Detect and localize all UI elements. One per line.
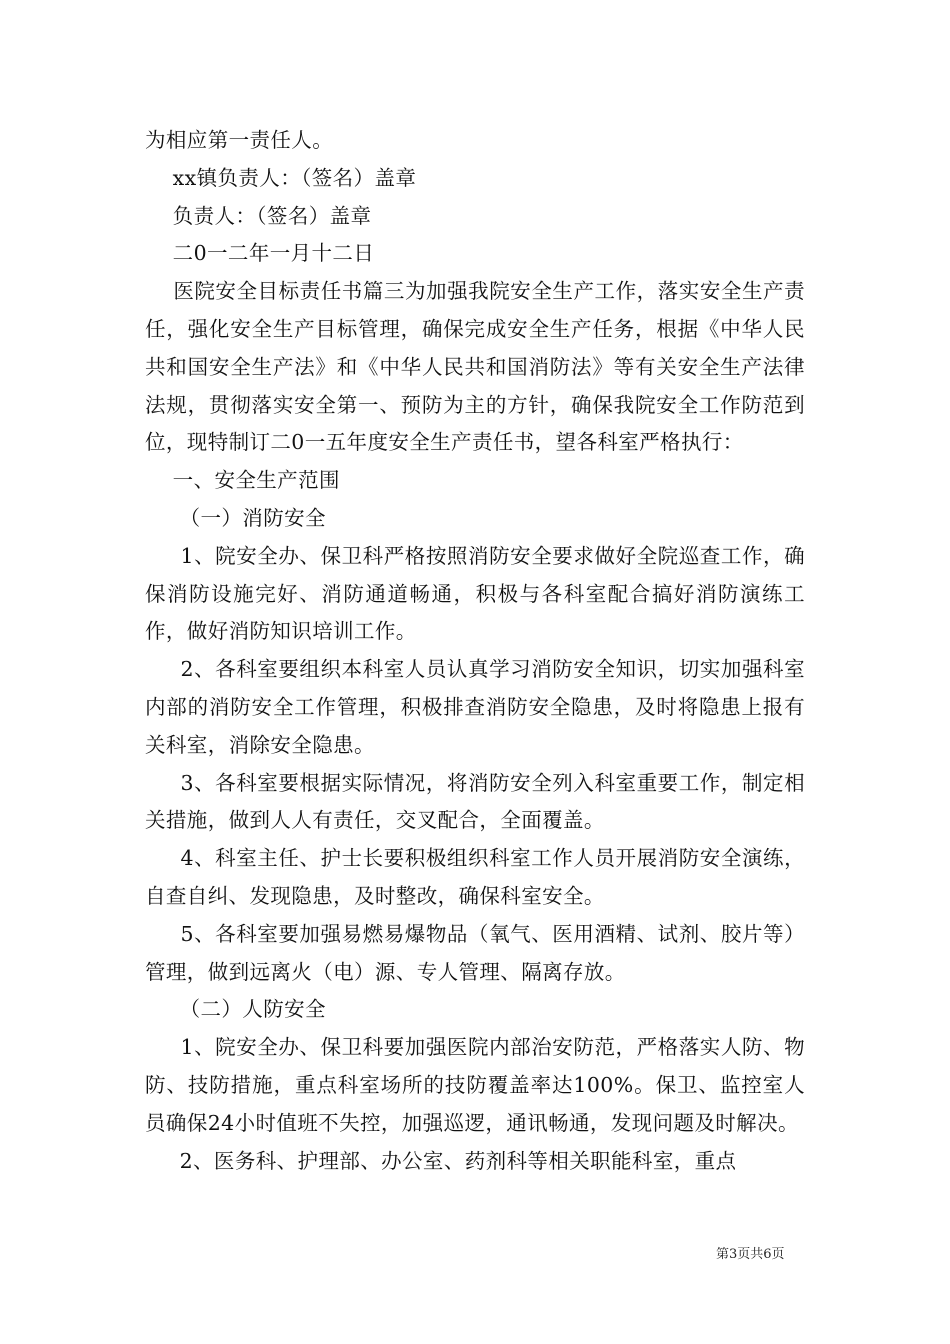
paragraph-7: （一）消防安全	[145, 505, 326, 530]
paragraph-10: 3、各科室要根据实际情况，将消防安全列入科室重要工作，制定相关措施，做到人人有责任，交叉配合，全面覆盖。	[145, 770, 805, 833]
paragraph-1: 为相应第一责任人。	[145, 128, 334, 152]
paragraph-12: 5、各科室要加强易燃易爆物品（氧气、医用酒精、试剂、胶片等）管理，做到远离火（电）源、专人管理、隔离存放。	[145, 921, 805, 984]
paragraph-8: 1、院安全办、保卫科严格按照消防安全要求做好全院巡查工作，确保消防设施完好、消防通道畅通，积极与各科室配合搞好消防演练工作，做好消防知识培训工作。	[145, 543, 805, 644]
paragraph-14: 1、院安全办、保卫科要加强医院内部治安防范，严格落实人防、物防、技防措施，重点科室场所的技防覆盖率达100%。保卫、监控室人员确保24小时值班不失控，加强巡逻，通讯畅通，发现问题及时解决。	[145, 1035, 805, 1135]
paragraph-2: xx镇负责人：（签名）盖章	[145, 165, 417, 190]
paragraph-3: 负责人：（签名）盖章	[145, 203, 372, 228]
paragraph-5: 医院安全目标责任书篇三为加强我院安全生产工作，落实安全生产责任，强化安全生产目标管理，确保完成安全生产任务，根据《中华人民共和国安全生产法》和《中华人民共和国消防法》等有关安全生产法律法规，贯彻落实安全第一、预防为主的方针，确保我院安全工作防范到位，现特制订二0一五年度安全生产责任书，望各科室严格执行：	[145, 279, 805, 455]
paragraph-6: 一、安全生产范围	[145, 468, 340, 493]
page-number-footer: 第3页共6页	[716, 1247, 785, 1262]
paragraph-13: （二）人防安全	[145, 997, 326, 1022]
paragraph-11: 4、科室主任、护士长要积极组织科室工作人员开展消防安全演练，自查自纠、发现隐患，及时整改，确保科室安全。	[145, 846, 805, 908]
paragraph-9: 2、各科室要组织本科室人员认真学习消防安全知识，切实加强科室内部的消防安全工作管理，积极排查消防安全隐患，及时将隐患上报有关科室，消除安全隐患。	[145, 657, 805, 757]
document-body	[145, 122, 805, 1180]
paragraph-4: 二0一二年一月十二日	[145, 241, 375, 266]
paragraph-15: 2、医务科、护理部、办公室、药剂科等相关职能科室，重点	[145, 1148, 737, 1173]
